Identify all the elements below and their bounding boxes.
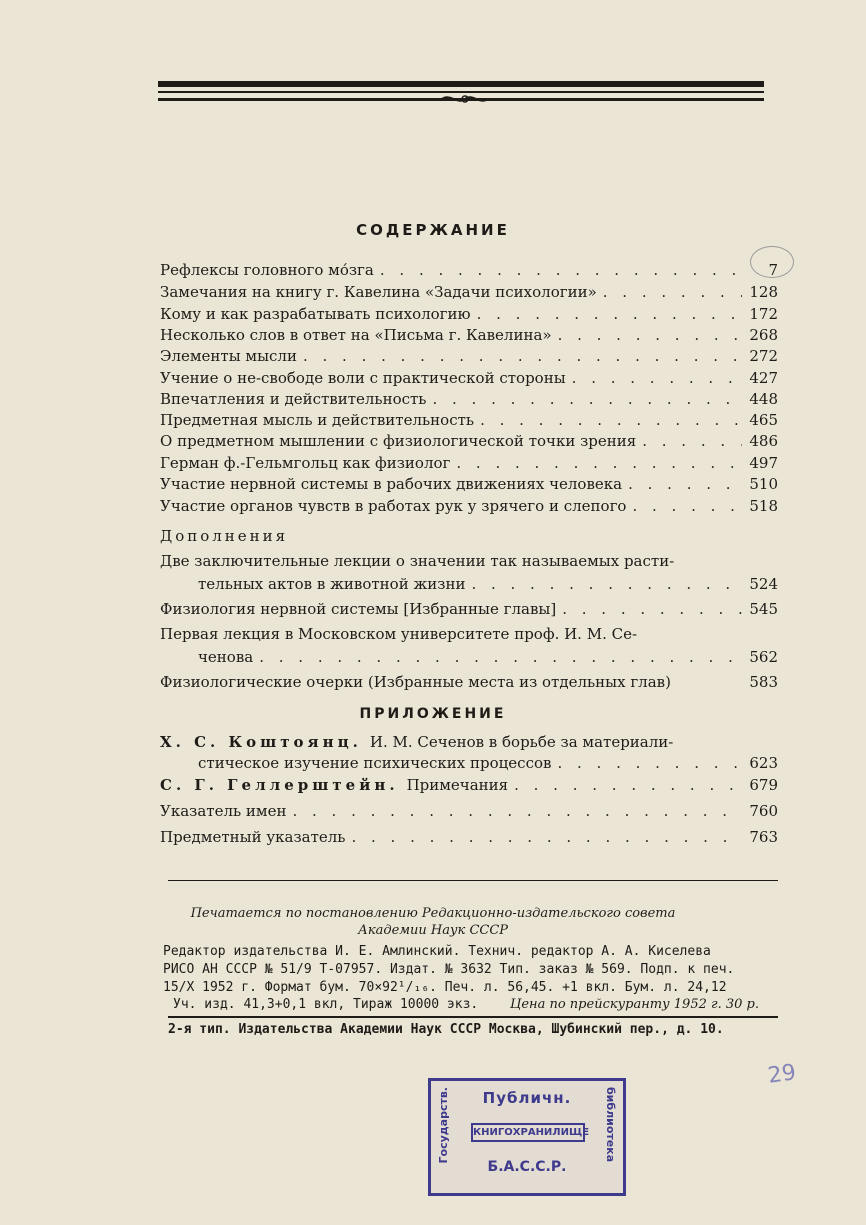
toc-row: Участие нервной системы в рабочих движениях человека . . . 510	[160, 475, 778, 497]
supplement-item-cont: ченова . . . 562	[198, 648, 778, 670]
toc-row: Впечатления и действительность . . . 448	[160, 390, 778, 412]
toc-row: Учение о не-свободе воли с практической стороны . . . 427	[160, 369, 778, 391]
decree-line: Печатается по постановлению Редакционно-издательского совета	[190, 906, 676, 921]
toc-row: Элементы мысли . . . 272	[160, 347, 778, 369]
toc-row: Кому и как разрабатывать психологию . . . 172	[160, 305, 778, 327]
appendix-heading: ПРИЛОЖЕНИЕ	[359, 706, 507, 722]
imprint-line: Уч. изд. 41,3+0,1 вкл, Тираж 10000 экз.	[173, 997, 479, 1012]
imprint-line: РИСО АН СССР № 51/9 Т-07957. Издат. № 3632 Тип. заказ № 569. Подп. к печ.	[163, 962, 735, 977]
supplement-heading: Дополнения	[160, 527, 289, 545]
toc-row: Герман ф.-Гельмгольц как физиолог . . . 497	[160, 454, 778, 476]
toc-row: О предметном мышлении с физиологической точки зрения . . . 486	[160, 432, 778, 454]
stamp-bottom-text: Б.А.С.С.Р.	[487, 1159, 567, 1175]
supplement-item: Физиологические очерки (Избранные места из отдельных глав) 583	[160, 673, 778, 691]
page-title: СОДЕРЖАНИЕ	[356, 221, 510, 239]
printer-line: 2-я тип. Издательства Академии Наук СССР Москва, Шубинский пер., д. 10.	[168, 1022, 724, 1037]
supplement-item: Две заключительные лекции о значении так называемых расти-	[160, 552, 675, 570]
appendix-item: Предметный указатель . . . 763	[160, 828, 778, 850]
divider	[168, 1016, 778, 1018]
top-rule-thick	[158, 81, 764, 87]
appendix-item: Указатель имен . . . 760	[160, 802, 778, 824]
divider	[168, 880, 778, 881]
stamp-middle-text: КНИГОХРАНИЛИЩЕ	[471, 1123, 585, 1142]
decree-line: Академии Наук СССР	[357, 923, 509, 938]
appendix-item-cont: стическое изучение психических процессов . . . 623	[198, 754, 778, 776]
ornament-icon	[440, 92, 490, 106]
toc-row: Несколько слов в ответ на «Письма г. Кавелина» . . . 268	[160, 326, 778, 348]
toc-row: Рефлексы головного мо́зга . . . 7	[160, 261, 778, 283]
imprint-line: Редактор издательства И. Е. Амлинский. Технич. редактор А. А. Киселева	[163, 944, 711, 959]
stamp-top-text: Публичн.	[482, 1089, 572, 1107]
supplement-item: Первая лекция в Московском университете проф. И. М. Се-	[160, 625, 638, 643]
appendix-item: С. Г. Геллерштейн. Примечания . . . 679	[160, 776, 778, 798]
supplement-item: Физиология нервной системы [Избранные главы] . . . 545	[160, 600, 778, 622]
toc-row: Участие органов чувств в работах рук у зрячего и слепого . . . 518	[160, 497, 778, 519]
pencil-mark: 29	[766, 1060, 798, 1089]
price-line: Цена по прейскуранту 1952 г. 30 р.	[510, 997, 759, 1012]
stamp-right-text: библиотека	[604, 1087, 617, 1163]
stamp-left-text: Государств.	[437, 1087, 450, 1164]
toc-row: Предметная мысль и действительность . . . 465	[160, 411, 778, 433]
library-stamp	[428, 1078, 626, 1196]
imprint-line: 15/X 1952 г. Формат бум. 70×92¹/₁₆. Печ. л. 56,45. +1 вкл. Бум. л. 24,12	[163, 980, 727, 995]
toc-row: Замечания на книгу г. Кавелина «Задачи психологии» . . . 128	[160, 283, 778, 305]
appendix-item: Х. С. Коштоянц. И. М. Сеченов в борьбе за материали-	[160, 733, 674, 751]
supplement-item-cont: тельных актов в животной жизни . . . 524	[198, 575, 778, 597]
